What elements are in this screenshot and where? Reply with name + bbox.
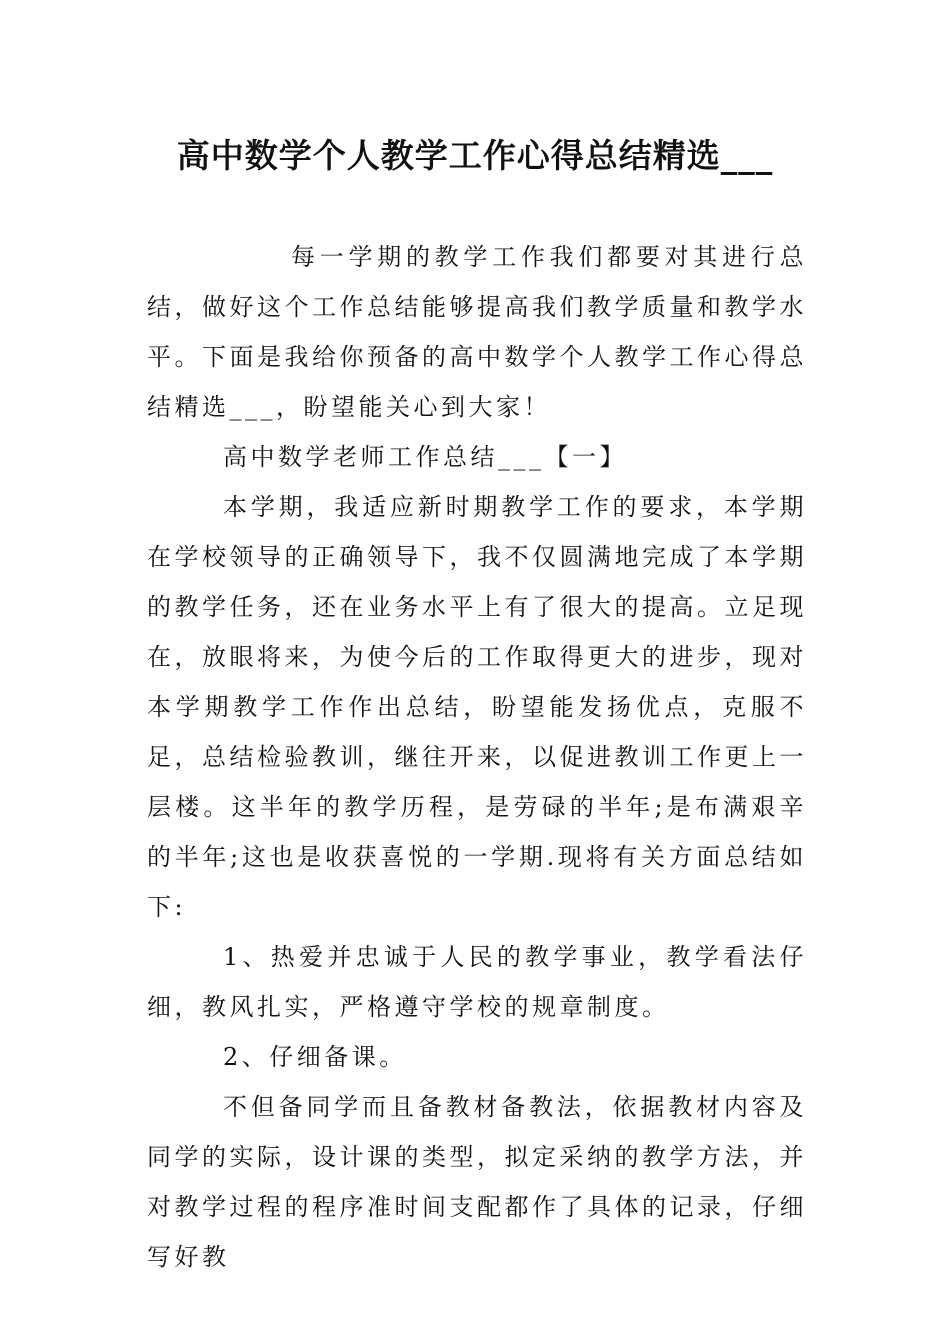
document-title: 高中数学个人教学工作心得总结精选___ (176, 136, 774, 175)
list-item-1: 1、热爱并忠诚于人民的教学事业，教学看法仔细，教风扎实，严格遵守学校的规章制度。 (147, 943, 807, 1021)
intro-paragraph: 每一学期的教学工作我们都要对其进行总结，做好这个工作总结能够提高我们教学质量和教学水平。下面是我给你预备的高中数学个人教学工作心得总结精选___，盼望能关心到大家！ (147, 243, 807, 421)
paragraph-lesson-prep: 不但备同学而且备教材备教法，依据教材内容及同学的实际，设计课的类型，拟定采纳的教学方法，并对教学过程的程序准时间支配都作了具体的记录，仔细写好教 (147, 1093, 807, 1271)
list-item-2: 2、仔细备课。 (223, 1043, 407, 1071)
paragraph-semester-summary: 本学期，我适应新时期教学工作的要求，本学期在学校领导的正确领导下，我不仅圆满地完成了本学期的教学任务，还在业务水平上有了很大的提高。立足现在，放眼将来，为使今后的工作取得更大的进步，现对本学期教学工作作出总结，盼望能发扬优点，克服不足，总结检验教训，继往开来，以促进教训工作更上一层楼。这半年的教学历程，是劳碌的半年;是布满艰辛的半年;这也是收获喜悦的一学期.现将有关方面总结如下: (147, 493, 807, 921)
section-heading: 高中数学老师工作总结___【一】 (223, 443, 627, 471)
document-body (147, 232, 807, 1282)
